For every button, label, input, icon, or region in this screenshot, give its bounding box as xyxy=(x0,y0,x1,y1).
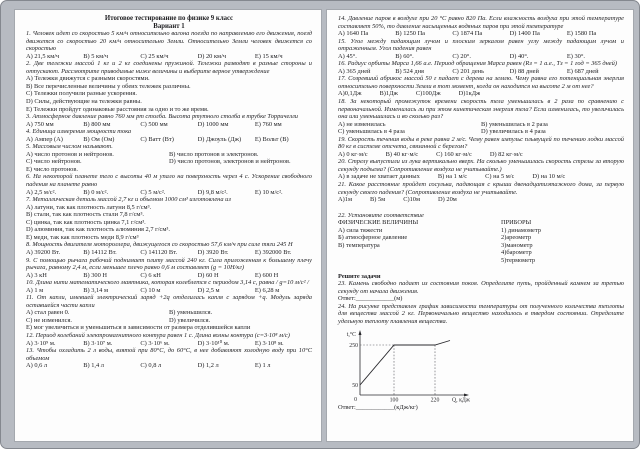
answer-line: E) меди, так как плотность меди 8,9 г/см³ xyxy=(26,233,139,241)
answer-option: B) число протонов и электронов. xyxy=(169,150,259,158)
answer-option: C) число нейтронов. xyxy=(26,158,82,166)
matching-row xyxy=(338,227,624,235)
answer-line xyxy=(338,196,624,204)
y-axis-arrow-icon xyxy=(359,330,362,335)
answer-option: D) 9,8 м/с². xyxy=(197,188,228,196)
question-text: 20. Стрелу выпустили из лука вертикально вверх. На сколько уменьшилась скорость стрелы за вторую секунду подъема? (Сопротивление воздуха не учитывайте.) xyxy=(338,158,624,173)
answer-option: E) 760 мм xyxy=(254,120,282,128)
answer-option: C) на 5 м/с xyxy=(485,173,515,181)
temperature-heat-graph xyxy=(342,327,624,403)
answer-line xyxy=(26,287,312,295)
answer-option: E) 392000 Вт. xyxy=(254,248,292,256)
answer-option: C) 201 день xyxy=(452,67,485,75)
answer-line xyxy=(338,53,624,61)
matching-cell: 2)ареометр xyxy=(501,234,532,242)
answer-option: B) 524 дня xyxy=(395,67,424,75)
answer-option: B) уменьшился. xyxy=(169,309,213,317)
answer-option: D) Джоуль (Дж) xyxy=(197,135,242,143)
answer-line: E) число протонов. xyxy=(26,165,78,173)
answer-option: A) 365 дней xyxy=(338,67,371,75)
answer-line xyxy=(26,340,312,348)
question-text: 1. Человек идет со скоростью 5 км/ч относительно вагона поезда по направлению его движения, поезд движется со скоростью 20 км/ч относительно Земли. Относительно Земли человек движется со скоростью xyxy=(26,30,312,53)
answer-line xyxy=(338,151,624,159)
heating-curve xyxy=(360,341,450,386)
answer-option: C)100Дж xyxy=(415,90,441,98)
question-text: 14. Давление паров в воздухе при 20 °С равно 820 Па. Если влажность воздуха при этой температуре составляет 50%, то давление насыщенных водяных паров при этой температуре xyxy=(338,15,624,30)
answer-line xyxy=(338,68,624,76)
answer-line xyxy=(26,53,312,61)
matching-cell xyxy=(338,249,501,257)
answer-option: B) 800 мм xyxy=(83,120,111,128)
answer-option: C) 25 км/ч xyxy=(140,52,169,60)
answer-option: C) 0,8 л xyxy=(140,362,162,370)
answer-option: A)0,1Дж xyxy=(338,90,362,98)
question-text: 22. Установите соответствие xyxy=(338,211,424,219)
answer-line xyxy=(26,136,312,144)
matching-row xyxy=(338,234,624,242)
answer-option: D) 3·10¹⁰ м. xyxy=(197,339,230,347)
answer-option: A) 1640 Па xyxy=(338,30,369,38)
q-melt-start-tick: 100 xyxy=(389,397,399,404)
answer-option: B) 1250 Па xyxy=(395,30,426,38)
question-text: 13. Чтобы охладить 2 л воды, взятой при 80°С, до 60°С, в нее добавляют холодную воду при 10°С объемом xyxy=(26,347,312,362)
question-text: 7. Металлическая деталь массой 2,7 кг и объемом 1000 см³ изготовлена из xyxy=(26,196,231,204)
question-text: 2. Две тележки массой 1 кг и 2 кг соединены пружиной. Тележки разводят в разные стороны и отпускают. Рассмотрите приводимые ниже величины и выберите верное утверждение xyxy=(26,60,312,75)
matching-cell: 1) динамометр xyxy=(501,226,541,234)
answer-option: B) 5 км/ч xyxy=(83,52,109,60)
answer-option: D) 20м xyxy=(438,196,457,204)
answer-line xyxy=(26,121,312,129)
x-axis-label: Q, кДж xyxy=(452,397,470,404)
answer-line xyxy=(338,30,624,38)
answer-line xyxy=(26,189,312,197)
answer-option: D) 88 дней xyxy=(509,67,539,75)
answer-line xyxy=(26,309,312,317)
answer-option: E) 10 м/с². xyxy=(254,188,283,196)
question-text: 18. За некоторый промежуток времени скорость тела уменьшилась в 2 раза по сравнению с первоначальной. Изменилась ли при этом кинетическая энергия тела? Если изменилась, то увеличилась она или уменьшилась и во сколько раз? xyxy=(338,98,624,121)
answer-option: B) 14112 Вт. xyxy=(83,248,117,256)
answer-option: A) 3·10⁹ м. xyxy=(26,339,56,347)
matching-row xyxy=(338,249,624,257)
answer-option: B)1Дж xyxy=(379,90,398,98)
answer-line: B) стали, так как плотность стали 7,8 г/см³. xyxy=(26,211,144,219)
answer-line xyxy=(26,272,312,280)
answer-option: E) 687 дней xyxy=(566,67,599,75)
answer-option: D) 3920 Вт. xyxy=(197,248,229,256)
answer-option: C) 160 кг·м/с xyxy=(436,150,472,158)
answer-line: E) мог увеличиться и уменьшиться в зависимости от размера отделившейся капли xyxy=(26,324,251,332)
answer-line: E) Тележки пройдут одинаковые расстояния за одно и то же время. xyxy=(26,105,209,113)
answer-option: C) не изменился. xyxy=(26,316,72,324)
question-text: 12. Период колебаний электромагнитного контура равен 1 с. Длина волны контура (с=3·10⁸ м/с) xyxy=(26,331,290,339)
answer-option: C) уменьшилась в 4 раза xyxy=(338,128,405,136)
answer-option: C) 10 м xyxy=(140,286,161,294)
answer-line: Ответ:____________(м) xyxy=(338,295,403,303)
answer-line xyxy=(338,173,624,181)
answer-option: B) 5м xyxy=(369,196,386,204)
answer-line: A) Тележки движутся с разными скоростями. xyxy=(26,75,150,83)
answer-line xyxy=(26,151,312,159)
question-text: 16. Радиус орбиты Марса 1,66 а.е. Период обращения Марса равен (Rз = 1 а.е., Тз = 1 год = 365 дней) xyxy=(338,60,617,68)
answer-option: B) 60°. xyxy=(395,52,414,60)
question-text: 6. На некоторой планете тело с высоты 40 м упало на поверхность через 4 с. Ускорение свободного падения на планете равно xyxy=(26,173,312,189)
answer-line xyxy=(338,90,624,98)
spacer xyxy=(338,265,624,273)
answer-option: B) уменьшилась в 2 раза xyxy=(481,120,548,128)
question-text: 17. Созревший абрикос массой 50 г падает с дерева на землю. Чему равна его потенциальная энергия относительно поверхности Земли в тот момент, когда он находится на высоте 2 м от нее? xyxy=(338,75,624,90)
matching-row xyxy=(338,219,624,227)
answer-option: E) 30°. xyxy=(566,52,585,60)
question-text: 23. Камень свободно падает из состояния покоя. Определите путь, пройденный камнем за третью секунду от начала движения. xyxy=(338,280,624,295)
answer-line: D) алюминия, так как плотность алюминия 2,7 г/см³. xyxy=(26,226,170,234)
answer-line xyxy=(338,121,624,129)
answer-option: C) 500 мм xyxy=(140,120,168,128)
answer-option: B) на 1 м/с xyxy=(437,173,468,181)
answer-option: A) в задаче не хватает данных xyxy=(338,173,420,181)
answer-line xyxy=(338,128,624,136)
question-text: 11. От капли, имевшей электрический заряд +2q отделилась капля с зарядом +q. Модуль заряда оставшейся части капли xyxy=(26,294,312,309)
answer-line xyxy=(26,362,312,370)
matching-cell: 4)барометр xyxy=(501,249,532,257)
question-text: 10. Длина нити математического маятника, которая колеблется с периодом 3,14 с, равна / g=10 м/с² / xyxy=(26,279,309,287)
answer-option: A) 0 кг·м/с xyxy=(338,150,368,158)
answer-option: D) увеличился. xyxy=(169,316,211,324)
answer-option: A) число протонов и нейтронов. xyxy=(26,150,114,158)
answer-option: D) на 10 м/с xyxy=(532,173,566,181)
answer-option: A) 39200 Вт. xyxy=(26,248,61,256)
answer-option: D) увеличилась в 4 раза xyxy=(481,128,546,136)
question-text: 21. Какое расстояние пройдет сосулька, падающая с крыши двенадцатиэтажного дома, за первую секунду своего падения? (Сопротивление воздуха не учитывайте. xyxy=(338,181,624,196)
question-text: 19. Скорость течения воды в реке равна 2 м/с. Чему равен импульс плывущей по течению лодки массой 80 кг в системе отсчета, связанной с берегом? xyxy=(338,135,624,151)
answer-option: E) 600 Н xyxy=(254,271,279,279)
answer-option: A)1м xyxy=(338,196,352,204)
answer-option: A) не изменилась xyxy=(338,120,386,128)
question-text: 24. На рисунке представлен график зависимости температуры от полученного количества теплоты для вещества массой 2 кг. Первоначально вещество находилось в твердом состоянии. Определите удельную теплоту плавления вещества. xyxy=(338,302,624,325)
answer-option: D) 1000 мм xyxy=(197,120,229,128)
answer-option: E) 3·10⁸ м. xyxy=(254,339,284,347)
matching-cell: ФИЗИЧЕСКИЕ ВЕЛИЧИНЫ xyxy=(338,219,419,227)
answer-option: C) 141120 Вт. xyxy=(140,248,178,256)
answer-option: D) 20 км/ч xyxy=(197,52,227,60)
answer-option: A) 750 мм xyxy=(26,120,54,128)
answer-option: B) 1,4 л xyxy=(83,362,104,370)
answer-line: A) латуни, так как плотность латуни 8,5 г/см³. xyxy=(26,203,152,211)
question-text: 3. Атмосферное давление равно 760 мм рт столба. Высота ртутного столба в трубке Торричелли xyxy=(26,113,298,121)
answer-option: A) стал равен 0. xyxy=(26,309,70,317)
answer-option: B) 3,14 м xyxy=(83,286,109,294)
matching-row xyxy=(338,242,624,250)
answer-option: A) 2,5 м/с². xyxy=(26,188,57,196)
answer-line xyxy=(26,158,312,166)
spacer xyxy=(338,204,624,212)
answer-option: B) 40 кг·м/с xyxy=(385,150,419,158)
answer-line: C) Тележки получили разные ускорения. xyxy=(26,90,137,98)
answer-option: A) 1 м xyxy=(26,286,44,294)
answer-line: D) Силы, действующие на тележки равны. xyxy=(26,98,142,106)
answer-option: C) 6 кН xyxy=(140,271,161,279)
test-page-1 xyxy=(14,9,322,442)
answer-option: B) 0 м/с². xyxy=(83,188,109,196)
question-text: 9. С помощью рычага рабочий поднимает плиту массой 240 кг. Сила приложенная к большему плечу рычага, равному 2,4 м, если меньшее плечо равно 0,6 м составляет (g = 10Н/кг) xyxy=(26,256,312,272)
answer-option: C) 1874 Па xyxy=(452,30,483,38)
answer-option: C) 5 м/с². xyxy=(140,188,166,196)
answer-option: D) 2,5 м xyxy=(197,286,220,294)
answer-option: D) 60 Н xyxy=(197,271,219,279)
answer-option: B) 300 Н xyxy=(83,271,107,279)
origin-tick: 0 xyxy=(354,397,357,404)
melt-temp-tick: 250 xyxy=(349,343,358,350)
test-page-2 xyxy=(326,9,634,442)
answer-option: D) 82 кг·м/с xyxy=(489,150,523,158)
answer-option: E) 1580 Па xyxy=(566,30,597,38)
answer-option: A) 45°. xyxy=(338,52,357,60)
matching-cell: 5)термометр xyxy=(501,256,536,264)
answer-option: E) 6,28 м xyxy=(254,286,280,294)
matching-cell: В) температура xyxy=(338,241,380,249)
answer-option: D) 40°. xyxy=(509,52,529,60)
matching-cell: Б) атмосферное давление xyxy=(338,234,408,242)
answer-option: A) 3 кН xyxy=(26,271,47,279)
answer-line xyxy=(26,249,312,257)
matching-cell xyxy=(338,257,501,265)
question-text: 8. Мощность двигателя мотороллера, движущегося со скоростью 57,6 км/ч при силе тяги 245 Н xyxy=(26,241,293,249)
matching-row xyxy=(338,257,624,265)
answer-option: A) 0,6 л xyxy=(26,362,48,370)
matching-cell: 3)манометр xyxy=(501,241,533,249)
answer-line: B) Все перечисленные величины у обеих тележек различны. xyxy=(26,82,191,90)
question-text: 5. Массовым числом называют. xyxy=(26,143,113,151)
answer-option: B) 3·10⁷ м. xyxy=(83,339,113,347)
answer-option: D) 1400 Па xyxy=(509,30,540,38)
answer-option: A) Ампер (А) xyxy=(26,135,63,143)
section-heading: Решите задачи xyxy=(338,272,381,280)
y-axis-label: t,°C xyxy=(346,332,356,339)
page-title: Вариант 1 xyxy=(153,22,185,30)
graph-canvas xyxy=(342,327,492,403)
answer-option: E) 15 км/ч xyxy=(254,52,283,60)
answer-option: A) 21,5 км/ч xyxy=(26,52,60,60)
answer-option: D) 1,2 л xyxy=(197,362,219,370)
answer-line: C) цинка, так как плотность цинка 7,1 г/см³. xyxy=(26,218,146,226)
answer-option: E) 1 л xyxy=(254,362,271,370)
answer-option: E) Вольт (В) xyxy=(254,135,289,143)
start-temp-tick: 50 xyxy=(352,383,358,390)
answer-option: D)1кДж xyxy=(458,90,481,98)
matching-cell: A) сила тяжести xyxy=(338,226,383,234)
answer-option: C)10м xyxy=(403,196,421,204)
answer-line xyxy=(26,317,312,325)
page-title: Итоговое тестирование по физике 9 класс xyxy=(104,15,234,22)
question-text: 15. Угол между падающим лучом и плоским зеркалом равен углу между падающим лучом и отраженным. Угол падения равен xyxy=(338,37,624,53)
answer-option: C) 20°. xyxy=(452,52,471,60)
answer-line: Ответ:____________(кДж/кг) xyxy=(338,404,418,412)
question-text: 4. Единица измерения мощности тока xyxy=(26,128,132,136)
answer-option: D) число протонов, электронов и нейтронов. xyxy=(169,158,291,166)
matching-cell: ПРИБОРЫ xyxy=(501,219,532,227)
x-axis-arrow-icon xyxy=(464,394,469,397)
q-melt-end-tick: 220 xyxy=(430,397,440,404)
answer-option: C) Ватт (Вт) xyxy=(140,135,174,143)
answer-option: B) Ом (Ом) xyxy=(83,135,115,143)
answer-option: C) 3·10⁶ м. xyxy=(140,339,170,347)
